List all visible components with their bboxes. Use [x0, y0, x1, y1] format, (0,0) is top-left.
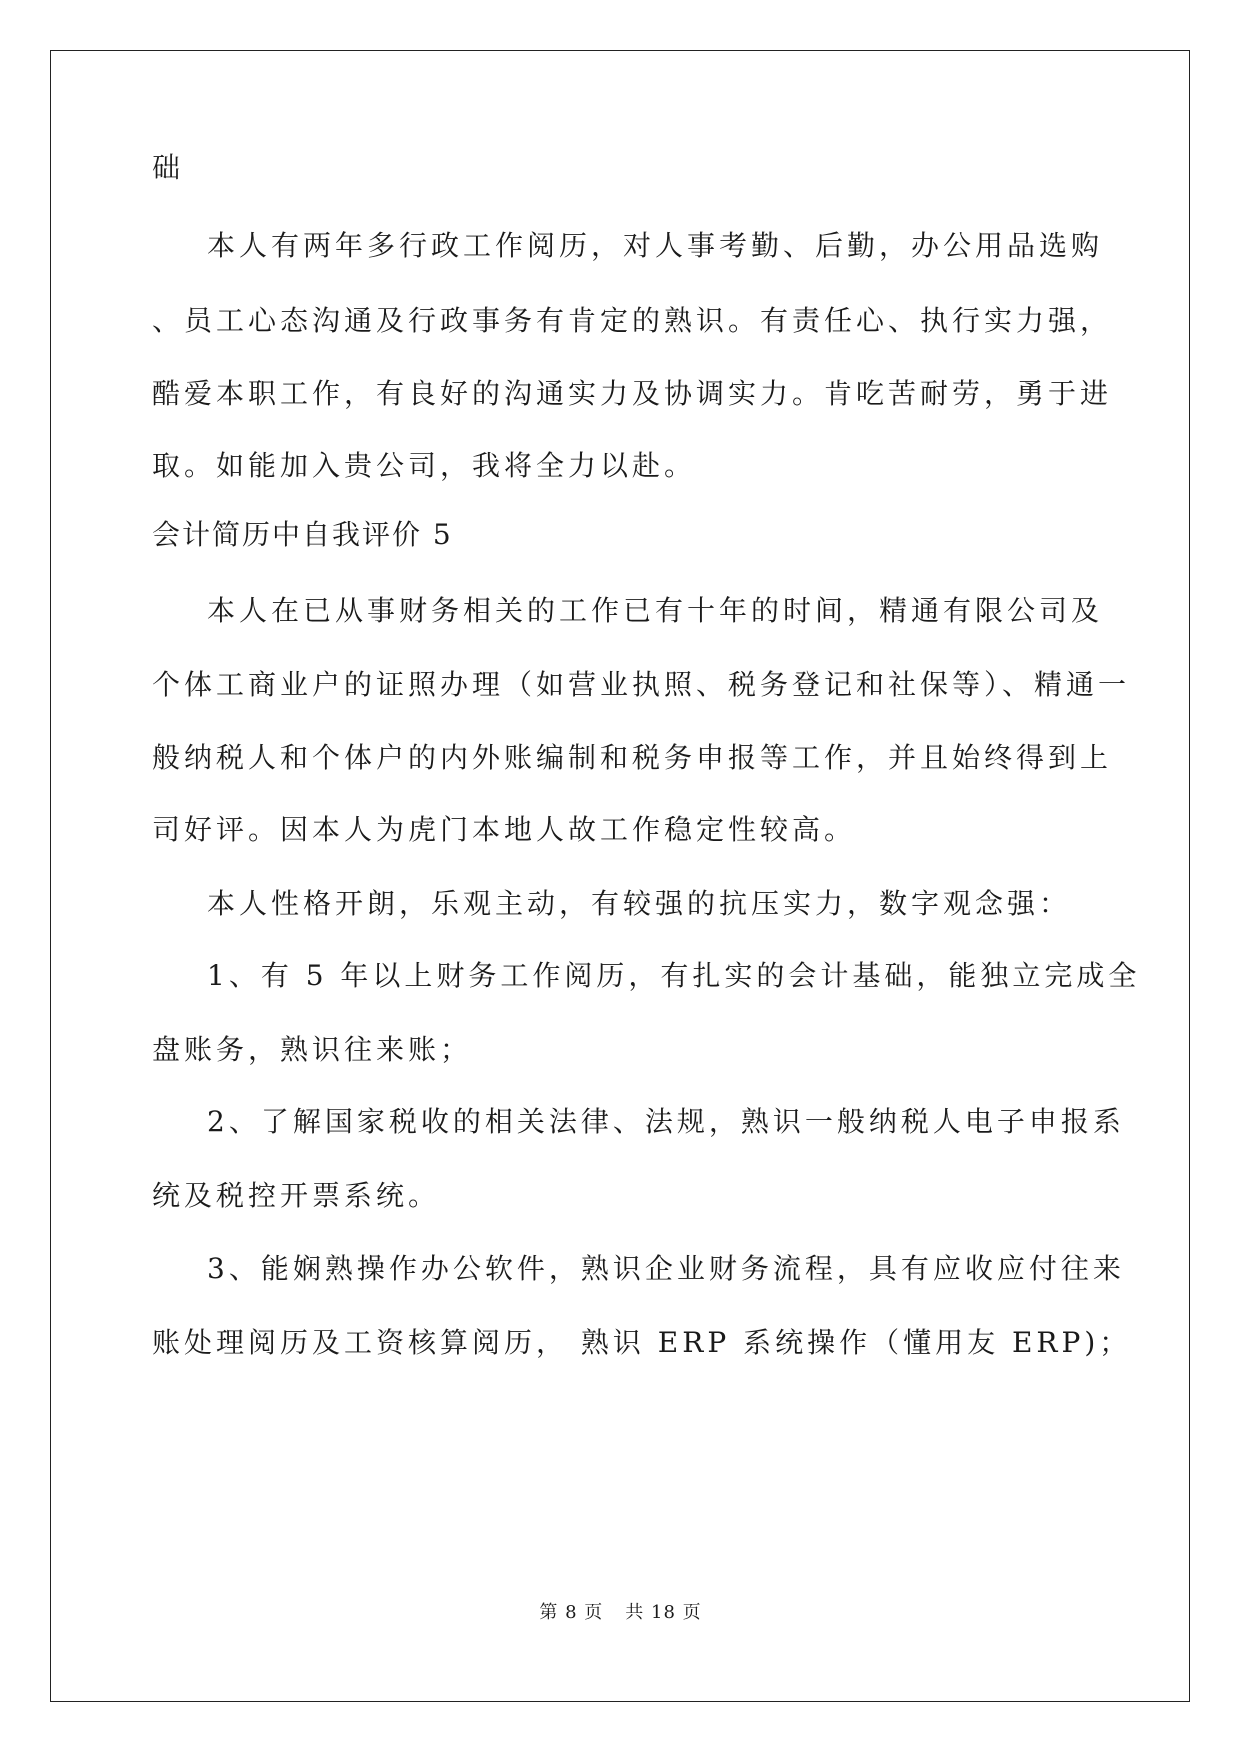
text-line: 司好评。因本人为虎门本地人故工作稳定性较高。: [152, 813, 857, 846]
paragraph-line: 本人性格开朗，乐观主动，有较强的抗压实力，数字观念强：: [207, 887, 1072, 920]
text-line: 础: [152, 151, 185, 184]
text-line: 般纳税人和个体户的内外账编制和税务申报等工作，并且始终得到上: [152, 741, 1113, 774]
page-footer: [0, 1601, 1241, 1625]
paragraph-line: 本人有两年多行政工作阅历，对人事考勤、后勤，办公用品选购: [207, 229, 1104, 262]
text-line: 、员工心态沟通及行政事务有肯定的熟识。有责任心、执行实力强，: [152, 304, 1113, 337]
paragraph-line: 本人在已从事财务相关的工作已有十年的时间，精通有限公司及: [207, 594, 1104, 627]
list-item: 1、有 5 年以上财务工作阅历，有扎实的会计基础，能独立完成全: [207, 959, 1141, 992]
text-line: 取。如能加入贵公司，我将全力以赴。: [152, 449, 697, 482]
text-line: 盘账务，熟识往来账；: [152, 1033, 473, 1066]
text-line: 账处理阅历及工资核算阅历， 熟识 ERP 系统操作（懂用友 ERP)；: [152, 1326, 1132, 1359]
total-page-count: 共 18 页: [625, 1602, 702, 1623]
current-page-number: 第 8 页: [539, 1602, 604, 1623]
list-item: 3、能娴熟操作办公软件，熟识企业财务流程，具有应收应付往来: [207, 1252, 1125, 1285]
text-line: 个体工商业户的证照办理（如营业执照、税务登记和社保等）、精通一: [152, 668, 1131, 701]
text-line: 统及税控开票系统。: [152, 1179, 441, 1212]
section-heading: 会计简历中自我评价 5: [152, 518, 453, 551]
text-line: 酷爱本职工作，有良好的沟通实力及协调实力。肯吃苦耐劳，勇于进: [152, 377, 1113, 410]
page-border: [50, 50, 1190, 1702]
list-item: 2、了解国家税收的相关法律、法规，熟识一般纳税人电子申报系: [207, 1105, 1125, 1138]
